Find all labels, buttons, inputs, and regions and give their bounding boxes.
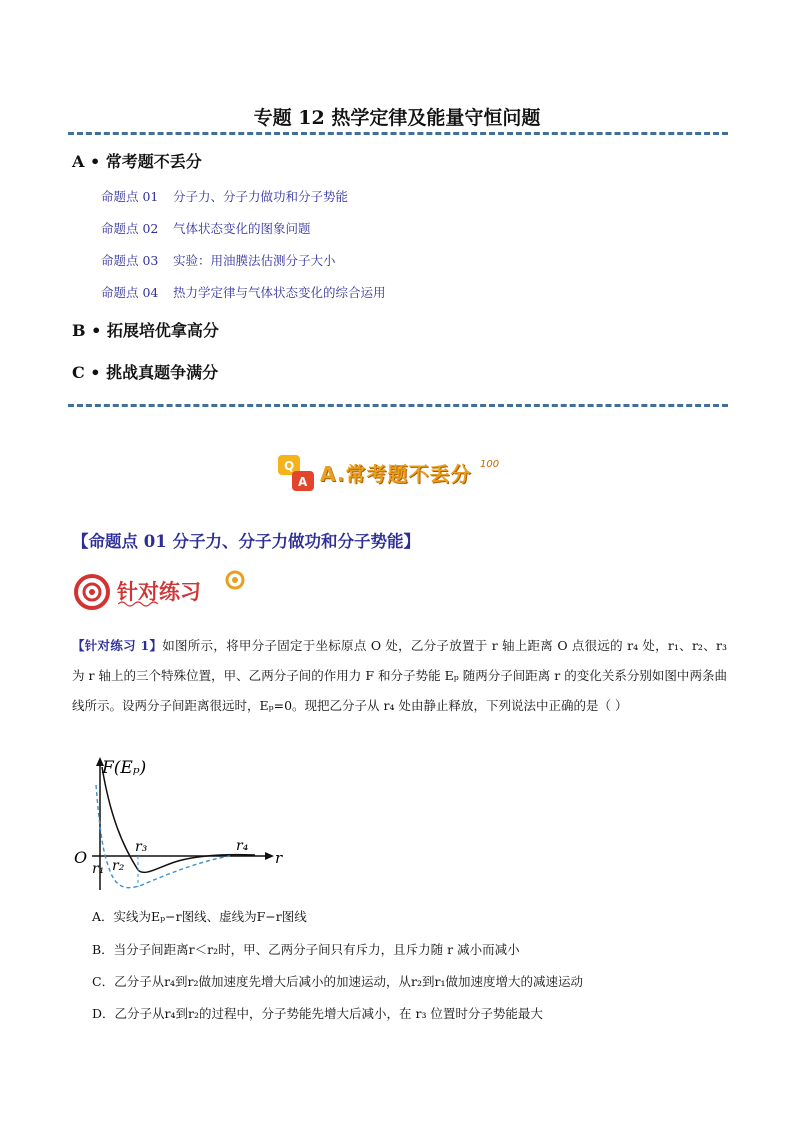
toc-label: 命题点 04 <box>101 285 159 300</box>
r4-label: r₄ <box>236 838 249 854</box>
toc-item[interactable] <box>101 283 386 301</box>
force-potential-figure <box>70 755 290 895</box>
a-letter: A <box>298 475 308 489</box>
option-d[interactable]: D．乙分子从r₄到r₂的过程中，分子势能先增大后减小，在 r₃ 位置时分子势能最大 <box>92 1006 543 1021</box>
toc-item[interactable] <box>101 251 336 269</box>
toc-label: 命题点 01 <box>101 189 159 204</box>
toc-text: 实验：用油膜法估测分子大小 <box>173 253 336 268</box>
option-b[interactable]: B．当分子间距离r＜r₂时，甲、乙两分子间只有斥力，且斥力随 r 减小而减小 <box>92 942 520 957</box>
x-axis-label: r <box>275 849 283 867</box>
banner-title: A.常考题不丢分 <box>320 462 472 486</box>
page-title: 专题 12 热学定律及能量守恒问题 <box>253 107 541 129</box>
toc-item[interactable] <box>101 219 311 237</box>
r2-label: r₂ <box>112 858 125 874</box>
section-c-heading: C • 挑战真题争满分 <box>72 363 219 382</box>
toc-label: 命题点 03 <box>101 253 159 268</box>
origin-label: O <box>74 848 88 867</box>
question-text <box>72 631 727 721</box>
toc-text: 气体状态变化的图象问题 <box>173 221 311 236</box>
y-axis-label: F(Eₚ) <box>102 758 147 778</box>
section-b-heading: B • 拓展培优拿高分 <box>72 321 219 340</box>
target-icon <box>72 572 116 612</box>
topic-heading: 【命题点 01 分子力、分子力做功和分子势能】 <box>72 532 420 551</box>
option-a[interactable]: A．实线为Eₚ−r图线、虚线为F−r图线 <box>92 909 307 924</box>
toc-item[interactable] <box>101 187 348 205</box>
r1-label: r₁ <box>92 861 105 877</box>
badge-underline <box>118 600 162 608</box>
question-body: 如图所示，将甲分子固定于坐标原点 O 处，乙分子放置于 r 轴上距离 O 点很远的 r₄ 处，r₁、r₂、r₃ 为 r 轴上的三个特殊位置，甲、乙两分子间的作用力 F 和分子势能 Eₚ 随两分子间距离 r 的变化关系分别如图中两条曲线所示。设两分子间距离很远时，Eₚ=0。现把乙分子从 r₄ 处由静止释放，下列说法中正确的是（ ） <box>72 638 727 713</box>
r3-label: r₃ <box>135 839 148 855</box>
x-axis-arrow <box>265 852 274 860</box>
divider-bottom <box>68 404 728 407</box>
score-badge: 100 <box>480 459 500 470</box>
option-c[interactable]: C．乙分子从r₄到r₂做加速度先增大后减小的加速运动，从r₂到r₁做加速度增大的减速运动 <box>92 974 584 989</box>
section-a-heading: A • 常考题不丢分 <box>72 152 202 171</box>
practice-badge: 针对练习 <box>117 580 201 604</box>
target-small-icon <box>222 569 248 591</box>
toc-text: 分子力、分子力做功和分子势能 <box>173 189 349 204</box>
q-letter: Q <box>284 459 295 473</box>
toc-label: 命题点 02 <box>101 221 159 236</box>
divider-top <box>68 132 728 135</box>
question-tag: 【针对练习 1】 <box>72 638 163 653</box>
toc-text: 热力学定律与气体状态变化的综合运用 <box>173 285 386 300</box>
